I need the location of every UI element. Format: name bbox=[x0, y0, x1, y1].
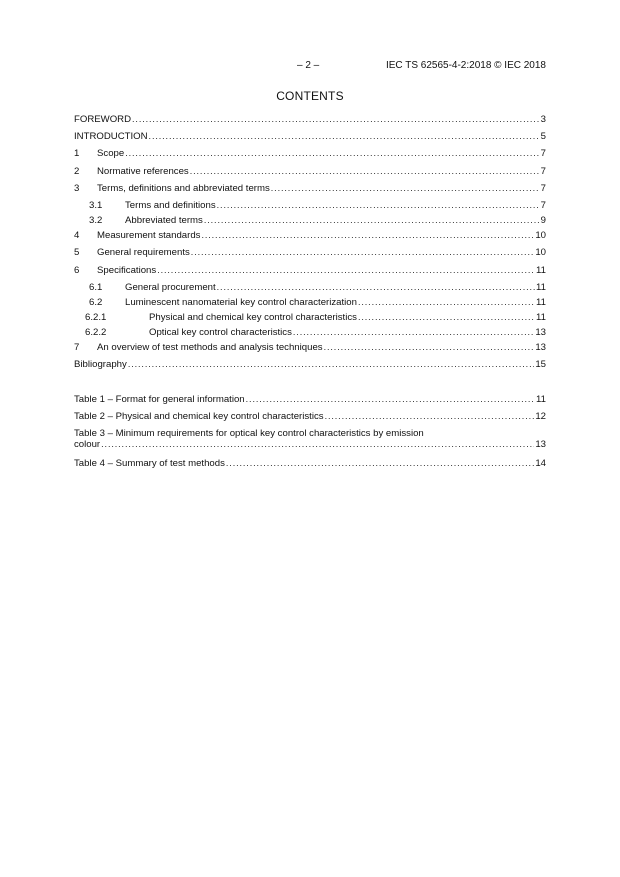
toc-entry-test-methods-overview[interactable] bbox=[74, 341, 546, 354]
toc-entry-number: 4 bbox=[74, 230, 80, 241]
toc-entry-title: Physical and chemical key control characteristics bbox=[149, 312, 357, 323]
dot-leader bbox=[190, 165, 540, 178]
table-entry-page: 12 bbox=[535, 411, 546, 422]
toc-entry-title: Optical key control characteristics bbox=[149, 327, 292, 338]
table-entry-title: Table 3 – Minimum requirements for optical key control characteristics by emission bbox=[74, 428, 424, 439]
toc-entry-title: Bibliography bbox=[74, 359, 127, 370]
table-entry-page: 11 bbox=[536, 394, 546, 405]
table-entry-page: 14 bbox=[535, 458, 546, 469]
toc-entry-number: 6.1 bbox=[89, 282, 103, 293]
toc-entry-page: 7 bbox=[540, 183, 546, 194]
toc-entry-bibliography[interactable] bbox=[74, 358, 546, 371]
toc-entry-number: 1 bbox=[74, 148, 80, 159]
toc-entry-number: 5 bbox=[74, 247, 80, 258]
table-entry-4[interactable] bbox=[74, 457, 546, 470]
toc-entry-page: 15 bbox=[535, 359, 546, 370]
toc-entry-general-procurement[interactable] bbox=[74, 281, 546, 294]
toc-entry-page: 13 bbox=[535, 342, 546, 353]
toc-entry-number: 3.2 bbox=[89, 215, 103, 226]
dot-leader bbox=[217, 199, 540, 212]
dot-leader bbox=[358, 311, 535, 324]
toc-entry-page: 11 bbox=[536, 282, 546, 293]
toc-entry-normative-references[interactable] bbox=[74, 165, 546, 178]
toc-entry-page: 5 bbox=[540, 131, 546, 142]
toc-entry-page: 10 bbox=[535, 230, 546, 241]
toc-entry-page: 11 bbox=[536, 297, 546, 308]
dot-leader bbox=[157, 264, 535, 277]
table-entry-title: Table 1 – Format for general information bbox=[74, 394, 245, 405]
dot-leader bbox=[226, 457, 534, 470]
toc-entry-foreword[interactable] bbox=[74, 113, 546, 126]
toc-entry-number: 6.2.2 bbox=[85, 327, 107, 338]
toc-entry-introduction[interactable] bbox=[74, 130, 546, 143]
toc-entry-number: 3 bbox=[74, 183, 80, 194]
toc-entry-page: 7 bbox=[540, 200, 546, 211]
toc-entry-page: 13 bbox=[535, 327, 546, 338]
toc-entry-title: Luminescent nanomaterial key control characterization bbox=[125, 297, 357, 308]
toc-entry-page: 3 bbox=[540, 114, 546, 125]
toc-entry-title: INTRODUCTION bbox=[74, 131, 148, 142]
document-identifier: IEC TS 62565-4-2:2018 © IEC 2018 bbox=[385, 60, 546, 71]
toc-entry-title: Terms and definitions bbox=[125, 200, 216, 211]
dot-leader bbox=[101, 439, 534, 450]
toc-entry-title: Specifications bbox=[97, 265, 157, 276]
dot-leader bbox=[217, 281, 535, 294]
table-entry-title: Table 2 – Physical and chemical key control characteristics bbox=[74, 411, 324, 422]
table-entry-title-continuation: colour bbox=[74, 439, 101, 450]
table-entry-page: 13 bbox=[535, 439, 546, 450]
toc-entry-title: An overview of test methods and analysis techniques bbox=[97, 342, 323, 353]
toc-entry-title: General procurement bbox=[125, 282, 216, 293]
table-entry-title: Table 4 – Summary of test methods bbox=[74, 458, 225, 469]
dot-leader bbox=[293, 326, 534, 339]
dot-leader bbox=[204, 214, 540, 227]
dot-leader bbox=[132, 113, 540, 126]
toc-entry-measurement-standards[interactable] bbox=[74, 229, 546, 242]
dot-leader bbox=[128, 358, 535, 371]
toc-entry-number: 2 bbox=[74, 166, 80, 177]
toc-entry-number: 6.2.1 bbox=[85, 312, 107, 323]
dot-leader bbox=[324, 341, 535, 354]
toc-entry-key-control-characterization[interactable] bbox=[74, 296, 546, 309]
page-number: – 2 – bbox=[297, 60, 320, 71]
toc-entry-optical-characteristics[interactable] bbox=[74, 326, 546, 339]
dot-leader bbox=[125, 147, 539, 160]
dot-leader bbox=[358, 296, 535, 309]
toc-entry-number: 7 bbox=[74, 342, 80, 353]
toc-entry-number: 6.2 bbox=[89, 297, 103, 308]
toc-entry-number: 3.1 bbox=[89, 200, 103, 211]
table-entry-1[interactable] bbox=[74, 393, 546, 406]
dot-leader bbox=[201, 229, 534, 242]
contents-heading: CONTENTS bbox=[276, 89, 344, 103]
toc-entry-physical-chemical-characteristics[interactable] bbox=[74, 311, 546, 324]
toc-entry-page: 9 bbox=[540, 215, 546, 226]
toc-entry-title: Normative references bbox=[97, 166, 189, 177]
toc-entry-page: 10 bbox=[535, 247, 546, 258]
toc-entry-specifications[interactable] bbox=[74, 264, 546, 277]
toc-entry-general-requirements[interactable] bbox=[74, 246, 546, 259]
toc-entry-page: 11 bbox=[536, 265, 546, 276]
toc-entry-page: 7 bbox=[540, 166, 546, 177]
toc-entry-title: Abbreviated terms bbox=[125, 215, 203, 226]
dot-leader bbox=[246, 393, 535, 406]
dot-leader bbox=[191, 246, 535, 259]
toc-entry-page: 11 bbox=[536, 312, 546, 323]
toc-entry-title: General requirements bbox=[97, 247, 190, 258]
dot-leader bbox=[325, 410, 535, 423]
toc-entry-abbreviated-terms[interactable] bbox=[74, 214, 546, 227]
toc-entry-title: Terms, definitions and abbreviated terms bbox=[97, 183, 270, 194]
toc-entry-scope[interactable] bbox=[74, 147, 546, 160]
toc-entry-terms-and-definitions[interactable] bbox=[74, 199, 546, 212]
toc-entry-title: FOREWORD bbox=[74, 114, 132, 125]
toc-entry-title: Scope bbox=[97, 148, 125, 159]
toc-entry-number: 6 bbox=[74, 265, 80, 276]
toc-entry-terms-definitions[interactable] bbox=[74, 182, 546, 195]
toc-entry-title: Measurement standards bbox=[97, 230, 201, 241]
dot-leader bbox=[271, 182, 540, 195]
table-entry-2[interactable] bbox=[74, 410, 546, 423]
table-entry-3[interactable] bbox=[74, 428, 546, 450]
dot-leader bbox=[149, 130, 540, 143]
toc-entry-page: 7 bbox=[540, 148, 546, 159]
